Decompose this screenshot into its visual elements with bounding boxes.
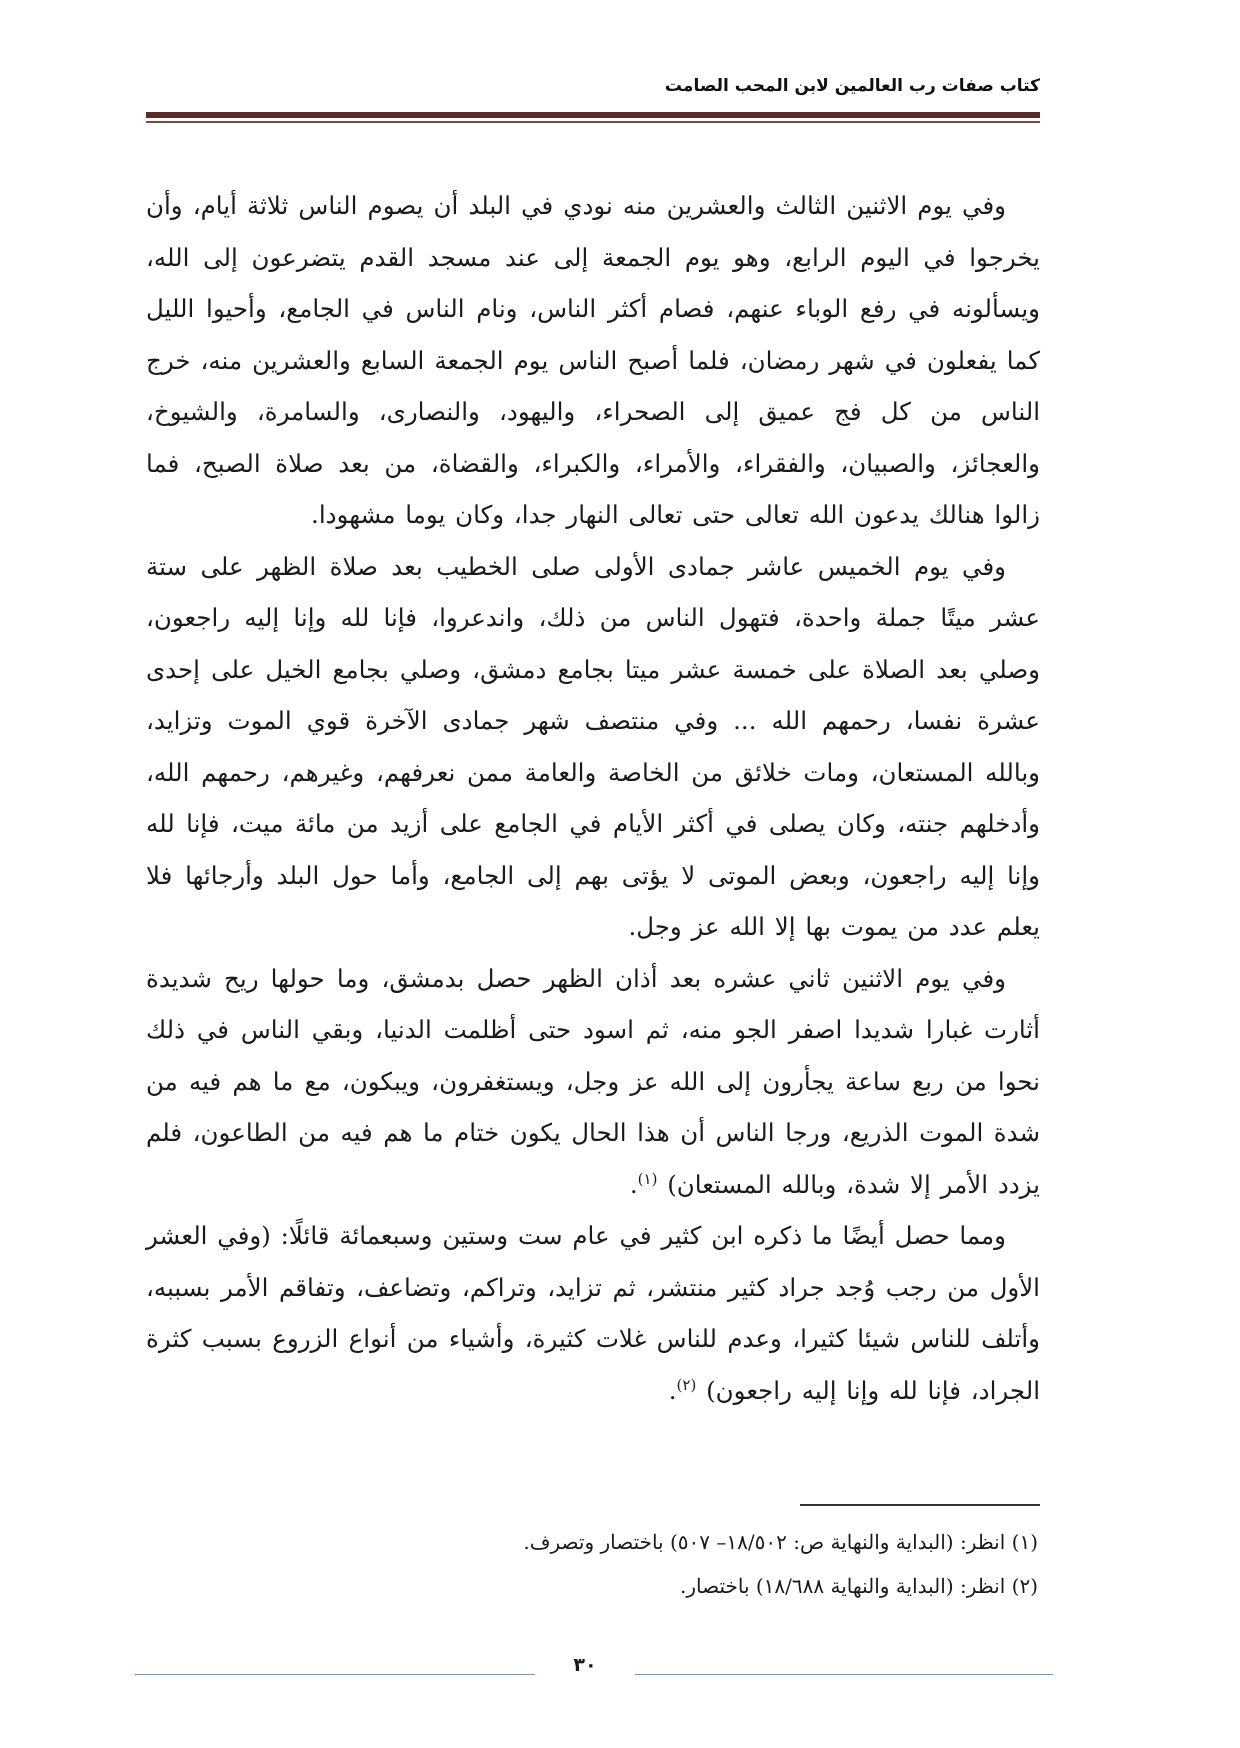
paragraph-text: وفي يوم الاثنين ثاني عشره بعد أذان الظهر حصل بدمشق، وما حولها ريح شديدة أثارت غبارا شديدا اصفر الجو منه، ثم اسود حتى أظلمت الدنيا، وبقي الناس في ذلك نحوا من ربع ساعة يجأرون إلى الله عز وجل، ويستغفرون، ويبكون، مع ما هم فيه من شدة الموت الذريع، ورجا الناس أن هذا الحال يكون ختام ما هم فيه من الطاعون، فلم يزدد الأمر إلا شدة، وبالله المستعان) <box>146 963 1040 1199</box>
paragraph-text: ومما حصل أيضًا ما ذكره ابن كثير في عام ست وستين وسبعمائة قائلًا: (وفي العشر الأول من رجب وُجد جراد كثير منتشر، ثم تزايد، وتراكم، وتضاعف، وتفاقم الأمر بسببه، وأتلف للناس شيئا كثيرا، وعدم للناس غلات كثيرة، وأشياء من أنواع الزروع بسبب كثرة الجراد، فإنا لله وإنا إليه راجعون) <box>146 1221 1040 1405</box>
footer-rule-right <box>635 1674 1053 1675</box>
paragraph-text: وفي يوم الاثنين الثالث والعشرين منه نودي في البلد أن يصوم الناس ثلاثة أيام، وأن يخرجوا في اليوم الرابع، وهو يوم الجمعة إلى عند مسجد القدم يتضرعون إلى الله، ويسألونه في رفع الوباء عنهم، فصام أكثر الناس، ونام الناس في الجامع، وأحيوا الليل كما يفعلون في شهر رمضان، فلما أصبح الناس يوم الجمعة السابع والعشرين منه، خرج الناس من كل فج عميق إلى الصحراء، واليهود، والنصارى، والسامرة، والشيوخ، والعجائز، والصبيان، والفقراء، والأمراء، والكبراء، والقضاة، من بعد صلاة الصبح، فما زالوا هنالك يدعون الله تعالى حتى تعالى النهار جدا، وكان يوما مشهودا. <box>146 191 1040 529</box>
footnote-item: (٢) انظر: (البداية والنهاية ١٨/٦٨٨) باختصار. <box>680 1574 1038 1598</box>
page-footer <box>135 1646 1053 1686</box>
paragraph <box>146 1210 1040 1416</box>
paragraph-text: وفي يوم الخميس عاشر جمادى الأولى صلى الخطيب بعد صلاة الظهر على ستة عشر ميتًا جملة واحدة، فتهول الناس من ذلك، واندعروا، فإنا لله وإنا إليه راجعون، وصلي بعد الصلاة على خمسة عشر ميتا بجامع دمشق، وصلي بجامع الخيل على إحدى عشرة نفسا، رحمهم الله ... وفي منتصف شهر جمادى الآخرة قوي الموت وتزايد، وبالله المستعان، ومات خلائق من الخاصة والعامة ممن نعرفهم، وغيرهم، رحمهم الله، وأدخلهم جنته، وكان يصلى في أكثر الأيام في الجامع على أزيد من مائة ميت، فإنا لله وإنا إليه راجعون، وبعض الموتى لا يؤتى بهم إلى الجامع، وأما حول البلد وأرجائها فلا يعلم عدد من يموت بها إلا الله عز وجل. <box>146 551 1040 941</box>
paragraph <box>146 180 1040 541</box>
footnote-item: (١) انظر: (البداية والنهاية ص: ١٨/٥٠٢– ٥٠٧) باختصار وتصرف. <box>523 1530 1038 1554</box>
header-rule-thin <box>146 121 1040 123</box>
sentence-end: . <box>668 1375 677 1405</box>
paragraph <box>146 953 1040 1211</box>
running-header: كتاب صفات رب العالمين لابن المحب الصامت <box>664 76 1040 96</box>
body-text <box>146 180 1040 1416</box>
paragraph <box>146 541 1040 953</box>
footnotes <box>146 1520 1040 1608</box>
header-rule-thick <box>146 112 1040 118</box>
page-number: ٣٠ <box>573 1654 597 1676</box>
sentence-end: . <box>629 1169 638 1199</box>
footnote-reference[interactable]: (٢) <box>676 1375 697 1394</box>
footnote-reference[interactable]: (١) <box>637 1169 658 1188</box>
footnote-separator <box>800 1504 1040 1506</box>
footer-rule-left <box>135 1674 535 1675</box>
